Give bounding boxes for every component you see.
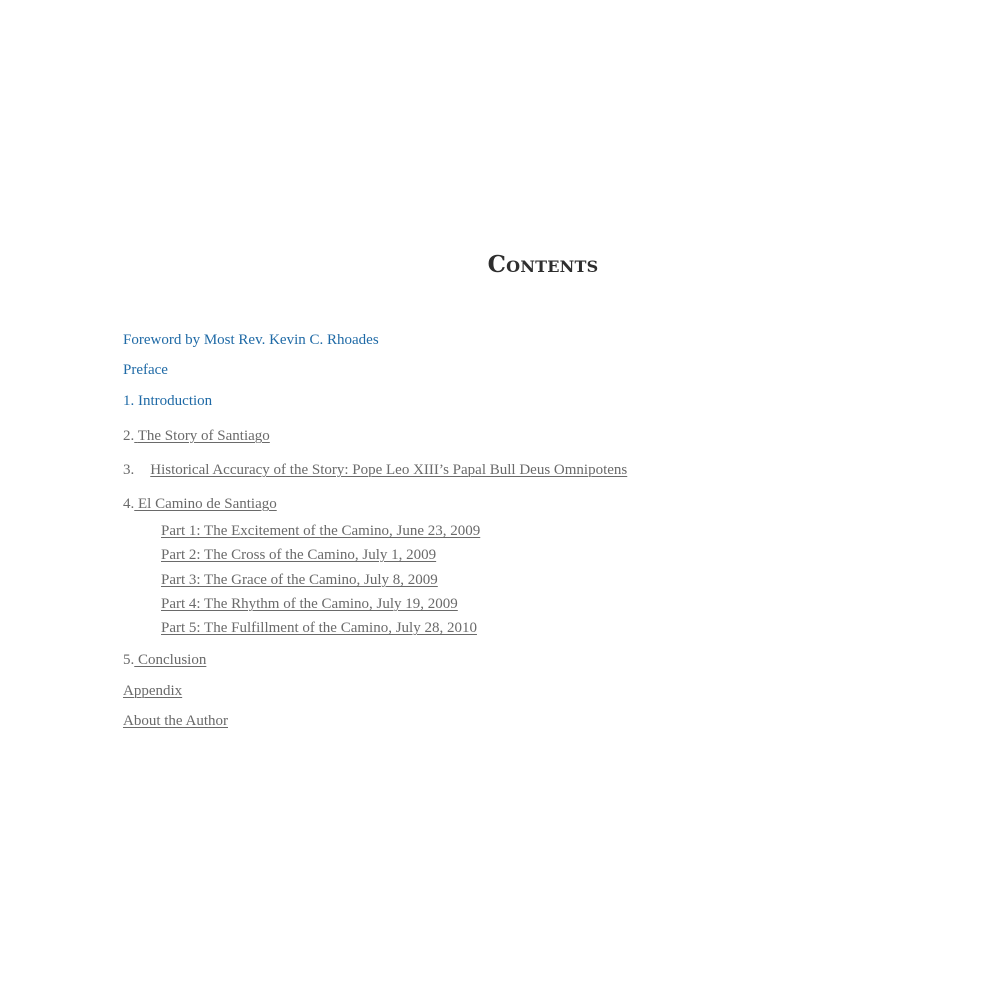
toc-label: Conclusion xyxy=(138,652,207,668)
page-title: Contents xyxy=(487,251,599,278)
toc-link-appendix[interactable]: Appendix xyxy=(123,683,183,699)
toc-number: 5. xyxy=(123,652,135,668)
toc-number: 4. xyxy=(123,496,135,512)
toc-link-historical-accuracy[interactable] xyxy=(123,461,627,479)
toc-link-about-author[interactable]: About the Author xyxy=(123,713,228,729)
toc-link-part-3[interactable]: Part 3: The Grace of the Camino, July 8, 2009 xyxy=(161,572,438,588)
toc-label: Historical Accuracy of the Story: Pope Leo XIII’s Papal Bull Deus Omnipotens xyxy=(150,462,628,478)
toc-number: 3. xyxy=(123,462,135,478)
toc-label: The Story of Santiago xyxy=(137,428,270,444)
toc-link-story-of-santiago[interactable] xyxy=(123,427,270,445)
toc-link-part-5[interactable]: Part 5: The Fulfillment of the Camino, July 28, 2010 xyxy=(161,620,477,636)
toc-number: 2. xyxy=(123,428,135,444)
toc-link-preface[interactable]: Preface xyxy=(123,362,168,378)
toc-link-conclusion[interactable] xyxy=(123,651,206,669)
toc-link-foreword[interactable]: Foreword by Most Rev. Kevin C. Rhoades xyxy=(123,332,379,348)
toc-link-el-camino[interactable] xyxy=(123,495,277,513)
toc-label: El Camino de Santiago xyxy=(138,496,277,512)
toc-link-part-2[interactable]: Part 2: The Cross of the Camino, July 1, 2009 xyxy=(161,547,437,563)
toc-link-part-1[interactable]: Part 1: The Excitement of the Camino, June 23, 2009 xyxy=(161,523,481,539)
toc-link-part-4[interactable]: Part 4: The Rhythm of the Camino, July 19, 2009 xyxy=(161,596,458,612)
toc-link-introduction[interactable]: 1. Introduction xyxy=(123,393,213,409)
